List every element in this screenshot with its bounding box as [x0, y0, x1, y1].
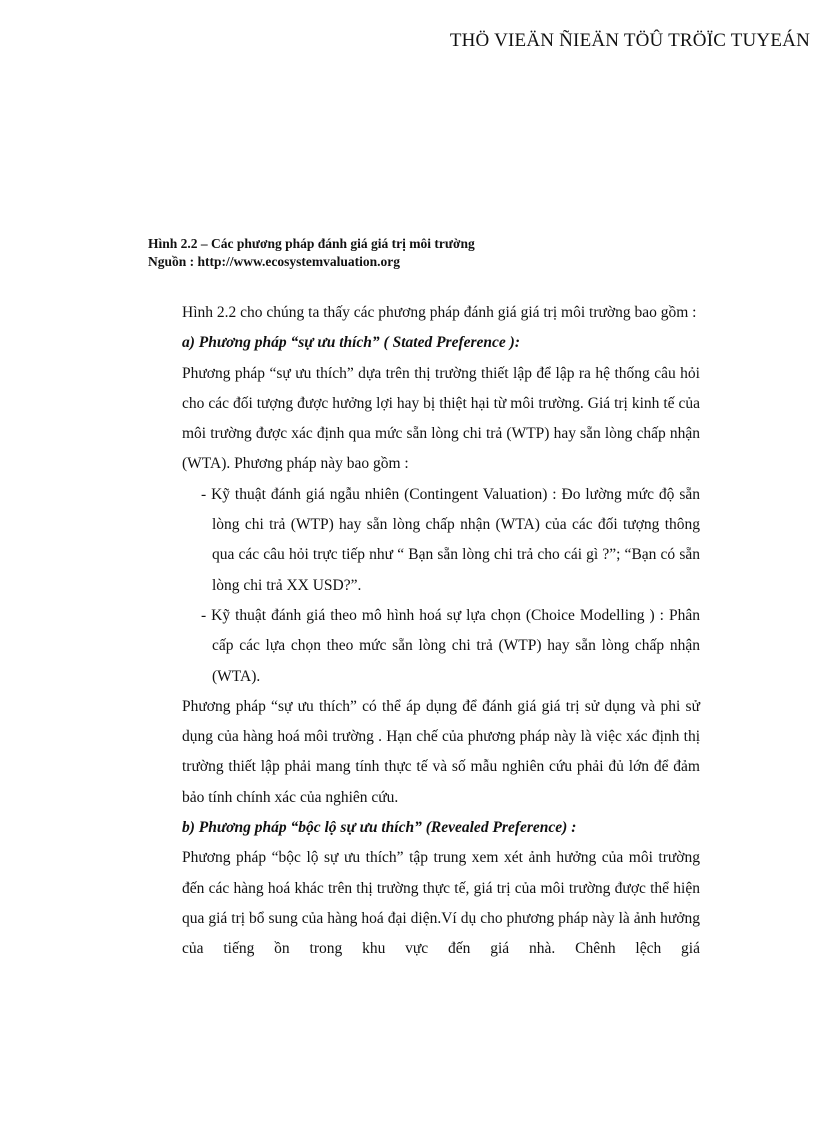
figure-source: Nguồn : http://www.ecosystemvaluation.org — [148, 254, 400, 269]
figure-caption: Hình 2.2 – Các phương pháp đánh giá giá trị môi trường — [148, 236, 475, 251]
section-b-paragraph: Phương pháp “bộc lộ sự ưu thích” tập trung xem xét ảnh hưởng của môi trường đến các hàng hoá khác trên thị trường thực tế, giá trị của môi trường được thể hiện qua giá trị bổ sung của hàng hoá đại diện.Ví dụ cho phương pháp này là ảnh hưởng của tiếng ồn trong khu vực đến giá nhà. Chênh lệch giá — [182, 849, 700, 958]
section-a-heading: a) Phương pháp “sự ưu thích” ( Stated Preference ): — [182, 334, 520, 352]
section-b-heading: b) Phương pháp “bộc lộ sự ưu thích” (Revealed Preference) : — [182, 819, 577, 837]
intro-paragraph: Hình 2.2 cho chúng ta thấy các phương pháp đánh giá giá trị môi trường bao gồm : — [182, 304, 697, 321]
page-header-title: THÖ VIEÄN ÑIEÄN TÖÛ TRÖÏC TUYEÁN — [449, 30, 810, 51]
figure-caption-block — [148, 235, 475, 271]
section-a-bullet: - Kỹ thuật đánh giá ngẫu nhiên (Contingent Valuation) : Đo lường mức độ sẵn lòng chi trả (WTP) hay sẵn lòng chấp nhận (WTA) của các đối tượng thông qua các câu hỏi trực tiếp như “ Bạn sẵn lòng chi trả cho cái gì ?”; “Bạn có sẵn lòng chi trả XX USD?”. — [201, 485, 700, 594]
section-a-paragraph: Phương pháp “sự ưu thích” dựa trên thị trường thiết lập để lập ra hệ thống câu hỏi cho các đối tượng được hưởng lợi hay bị thiệt hại từ môi trường. Giá trị kinh tế của môi trường được xác định qua mức sẵn lòng chi trả (WTP) hay sẵn lòng chấp nhận (WTA). Phương pháp này bao gồm : — [182, 364, 700, 473]
body-text — [182, 298, 700, 965]
section-a-bullet: - Kỹ thuật đánh giá theo mô hình hoá sự lựa chọn (Choice Modelling ) : Phân cấp các lựa chọn theo mức sẵn lòng chi trả (WTP) hay sẵn lòng chấp nhận (WTA). — [201, 606, 700, 685]
section-a-conclusion: Phương pháp “sự ưu thích” có thể áp dụng để đánh giá giá trị sử dụng và phi sử dụng của hàng hoá môi trường . Hạn chế của phương pháp này là việc xác định thị trường thiết lập phải mang tính thực tế và số mẫu nghiên cứu phải đủ lớn để đảm bảo tính chính xác của nghiên cứu. — [182, 697, 700, 806]
